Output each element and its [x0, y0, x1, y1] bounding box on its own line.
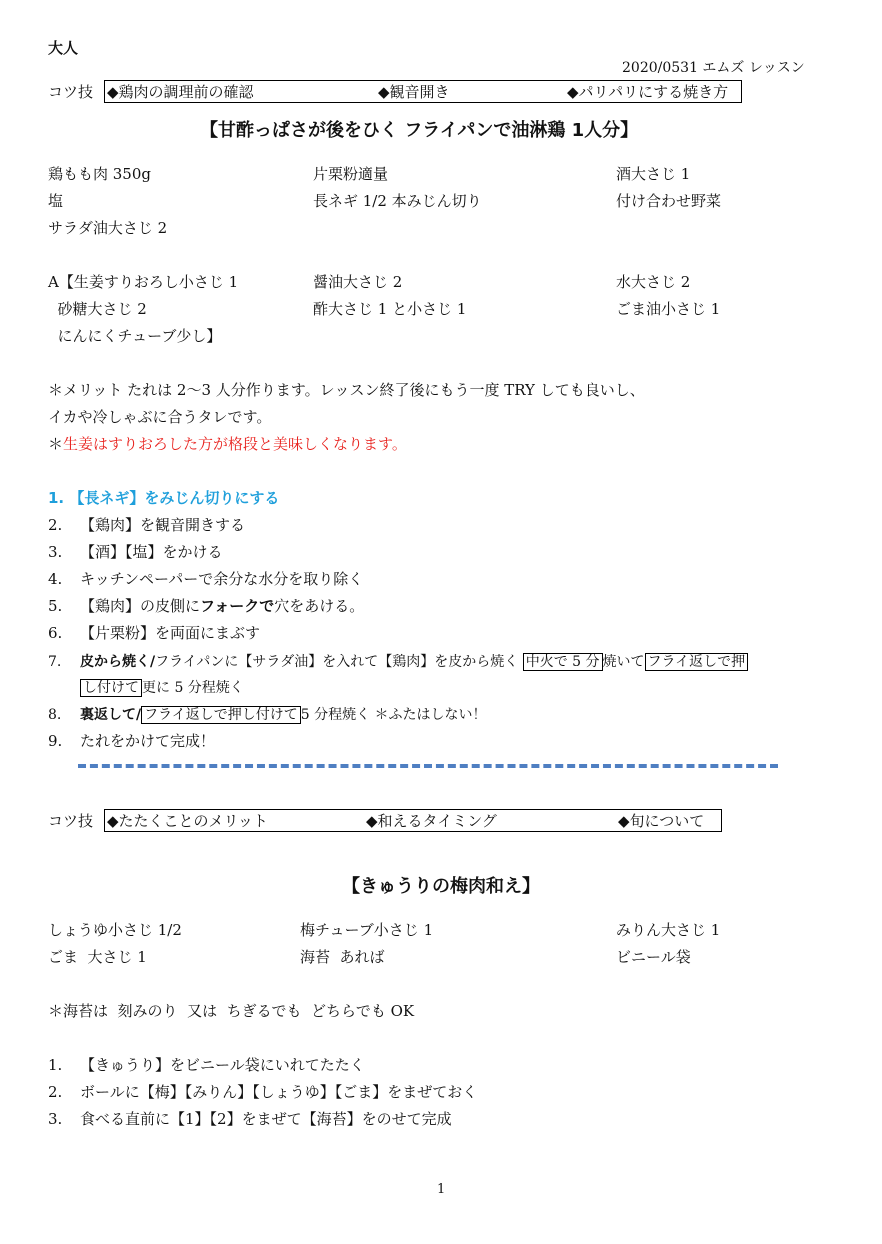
ingredient: みりん大さじ 1 — [616, 921, 721, 939]
ingredient: 片栗粉適量 — [313, 165, 389, 183]
ingredient: 鶏もも肉 350g — [48, 165, 152, 183]
kotsu-item: ◆和えるタイミング — [366, 812, 497, 830]
step-2 — [48, 1082, 477, 1102]
recipe-title: 【甘酢っぱさが後をひく フライパンで油淋鶏 1人分】 — [200, 120, 639, 141]
step-text: 【きゅうり】をビニール袋にいれてたたく — [80, 1056, 365, 1074]
ingredient: 酒大さじ 1 — [616, 165, 691, 183]
note-line: ＊メリット たれは 2〜3 人分作ります。レッスン終了後にもう一度 TRY しても良いし、 — [48, 381, 645, 399]
step-emph: 裏返して/ — [80, 707, 142, 723]
note-prefix: ＊ — [48, 435, 64, 453]
step-number: 3. — [48, 543, 63, 561]
step-text: ボールに【梅】【みりん】【しょうゆ】【ごま】をまぜておく — [80, 1083, 478, 1101]
step-boxed: フライ返しで押 — [645, 653, 749, 671]
step-number: 3. — [48, 1110, 63, 1128]
sauce-item: ごま油小さじ 1 — [616, 300, 721, 318]
grade-label: 大人 — [48, 39, 79, 57]
step-9 — [48, 731, 215, 751]
step-text: キッチンペーパーで余分な水分を取り除く — [80, 570, 364, 588]
step-boxed: フライ返しで押し付けて — [141, 706, 301, 724]
kotsu-item: ◆たたくことのメリット — [107, 812, 268, 830]
step-5 — [48, 596, 364, 616]
step-number: 4. — [48, 570, 63, 588]
step-text: 5 分程焼く ＊ふたはしない！ — [300, 707, 487, 723]
step-text: たれをかけて完成！ — [80, 732, 216, 750]
step-text: フライパンに【サラダ油】を入れて【鶏肉】を皮から焼く — [155, 654, 523, 670]
step-text: 【鶏肉】を観音開きする — [80, 516, 246, 534]
step-3 — [48, 1109, 452, 1129]
ingredient: ビニール袋 — [616, 948, 691, 966]
step-number: 6. — [48, 624, 63, 642]
step-number: 2. — [48, 516, 63, 534]
ingredient: サラダ油大さじ 2 — [48, 219, 168, 237]
step-text: 【鶏肉】の皮側に — [80, 597, 201, 615]
sauce-item: にんにくチューブ少し】 — [48, 327, 222, 345]
kotsu-item: ◆観音開き — [378, 83, 450, 101]
kotsu-item: ◆旬について — [618, 812, 705, 830]
step-number: 1. — [48, 1056, 63, 1074]
note-line: ＊海苔は 刻みのり 又は ちぎるでも どちらでも OK — [48, 1002, 415, 1020]
ingredient: 付け合わせ野菜 — [616, 192, 722, 210]
sauce-item: 酢大さじ 1 と小さじ 1 — [313, 300, 467, 318]
step-3 — [48, 542, 223, 562]
step-text: 【片栗粉】を両面にまぶす — [80, 624, 261, 642]
ingredient: 塩 — [48, 192, 64, 210]
step-7-cont — [80, 678, 244, 698]
step-text: 食べる直前に【1】【2】をまぜて【海苔】をのせて完成 — [80, 1110, 452, 1128]
note-red-line — [48, 434, 407, 454]
sauce-item: A【生姜すりおろし小さじ 1 — [48, 273, 239, 291]
ingredient: 梅チューブ小さじ 1 — [300, 921, 434, 939]
step-emph: フォークで — [200, 597, 275, 615]
note-red: 生姜はすりおろした方が格段と美味しくなります。 — [63, 435, 407, 453]
kotsu-label: コツ技 — [48, 83, 94, 101]
kotsu-item: ◆鶏肉の調理前の確認 — [107, 83, 254, 101]
sauce-item: 水大さじ 2 — [616, 273, 691, 291]
step-number: 2. — [48, 1083, 63, 1101]
ingredient: しょうゆ小さじ 1/2 — [48, 921, 182, 939]
ingredient: 海苔 あれば — [300, 948, 385, 966]
step-4 — [48, 569, 363, 589]
step-text: 【酒】【塩】をかける — [80, 543, 223, 561]
step-2 — [48, 515, 245, 535]
step-number: 5. — [48, 597, 63, 615]
step-text: 更に 5 分程焼く — [142, 680, 244, 696]
note-line: イカや冷しゃぶに合うタレです。 — [48, 408, 272, 426]
step-8 — [48, 705, 487, 725]
recipe-title: 【きゅうりの梅肉和え】 — [342, 876, 540, 897]
step-boxed: し付けて — [80, 679, 142, 697]
step-text: 穴をあける。 — [274, 597, 365, 615]
kotsu-label: コツ技 — [48, 812, 94, 830]
step-1: 1. 【長ネギ】をみじん切りにする — [48, 489, 280, 507]
ingredient: 長ネギ 1/2 本みじん切り — [313, 192, 482, 210]
step-6 — [48, 623, 260, 643]
step-boxed: 中火で 5 分 — [523, 653, 603, 671]
page-number: 1 — [437, 1182, 446, 1197]
step-number: 9. — [48, 732, 63, 750]
ingredient: ごま 大さじ 1 — [48, 948, 147, 966]
step-number: 8. — [48, 707, 62, 723]
sauce-item: 醤油大さじ 2 — [313, 273, 403, 291]
step-1 — [48, 1055, 365, 1075]
date-lesson: 2020/0531 エムズ レッスン — [622, 60, 805, 76]
step-number: 7. — [48, 654, 62, 670]
dashed-separator — [78, 764, 778, 768]
step-emph: 皮から焼く/ — [80, 654, 156, 670]
step-text: 焼いて — [602, 654, 645, 670]
sauce-item: 砂糖大さじ 2 — [48, 300, 147, 318]
kotsu-item: ◆パリパリにする焼き方 — [567, 83, 729, 101]
step-7 — [48, 652, 748, 672]
